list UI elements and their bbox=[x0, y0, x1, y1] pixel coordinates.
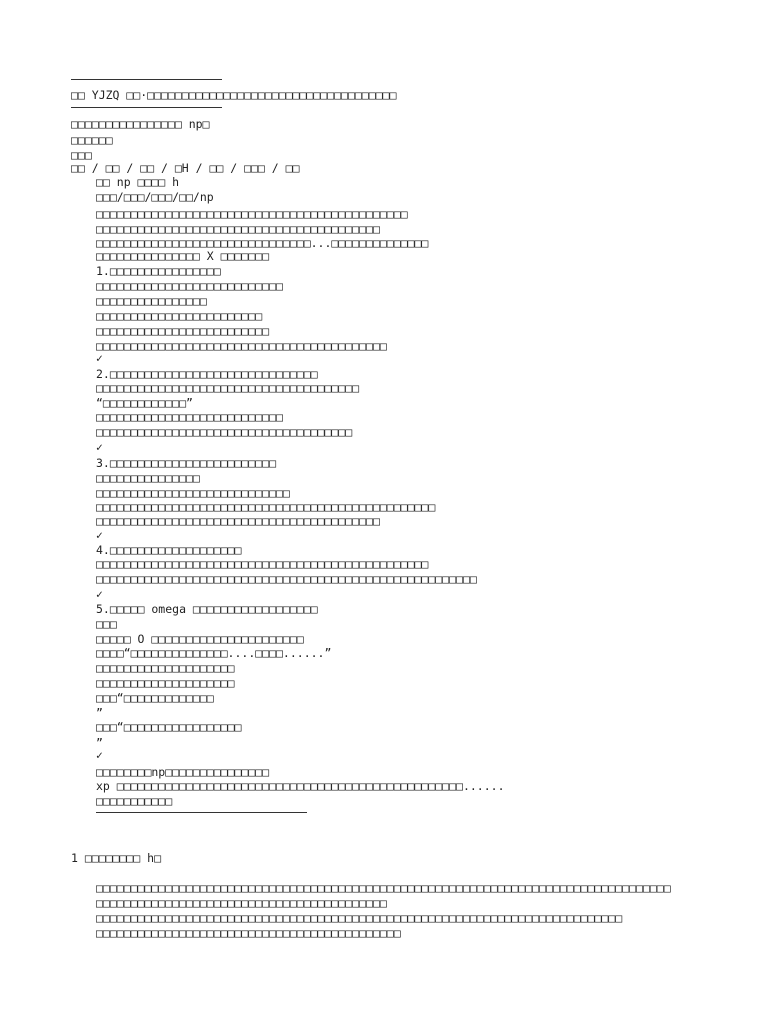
section-divider bbox=[96, 812, 307, 813]
body-line: □□□□□□□□□□□□□□□□□□□□□□□□□□□□□□□□□□□□□□□□□□ bbox=[96, 339, 387, 353]
body-line: □□□□□□□□□□□□□□□□□□□□□□□□ bbox=[96, 309, 263, 323]
body-line: □□□□□□□□□□□□□□□□□□□□□□□□□□□□□□□□□□□□□□□□□□□□□□□□ bbox=[96, 557, 429, 571]
body-line: □□□□□ O □□□□□□□□□□□□□□□□□□□□□□ bbox=[96, 632, 304, 646]
section-heading: 1 □□□□□□□□ h□ bbox=[71, 851, 162, 865]
body-line: □□□□□□□□np□□□□□□□□□□□□□□□ bbox=[96, 765, 270, 779]
paragraph-line: □□□□□□□□□□□□□□□□□□□□□□□□□□□□□□□□□□□□□□□□□□□□□□□□□□□□□□□□□□□□□□□□□□□□□□□□□□□□□□□□□□□ bbox=[96, 881, 671, 895]
body-line: □□□/□□□/□□□/□□/np bbox=[96, 190, 214, 204]
top-rule bbox=[71, 79, 222, 80]
body-line: □□□□□□□□□□□□□□□ X □□□□□□□ bbox=[96, 249, 270, 263]
body-line: □□□ bbox=[96, 617, 117, 631]
body-line: □□ np □□□□ h bbox=[96, 175, 180, 189]
body-line: 4.□□□□□□□□□□□□□□□□□□□ bbox=[96, 543, 242, 557]
subtitle: □□□□□□□□□□□□□□□□ np□ bbox=[71, 117, 210, 131]
body-line: 1.□□□□□□□□□□□□□□□□ bbox=[96, 264, 221, 278]
body-line: ✓ bbox=[96, 528, 103, 542]
body-line: 2.□□□□□□□□□□□□□□□□□□□□□□□□□□□□□□ bbox=[96, 367, 318, 381]
body-line: □□□□□□□□□□□□□□□ bbox=[96, 471, 200, 485]
body-line: ✓ bbox=[96, 440, 103, 454]
paragraph-line: □□□□□□□□□□□□□□□□□□□□□□□□□□□□□□□□□□□□□□□□□□ bbox=[96, 896, 387, 910]
body-line: □□□□□□□□□□□□□□□□□□□□□□□□□□□ bbox=[96, 410, 283, 424]
body-line: ” bbox=[96, 736, 103, 750]
body-line: 5.□□□□□ omega □□□□□□□□□□□□□□□□□□ bbox=[96, 602, 318, 616]
body-line: □□□□□□□□□□□□□□□□□□□□ bbox=[96, 676, 235, 690]
body-line: □□□□□□□□□□□□□□□□□□□□□□□□□□□□□□□□□□□□□□□□□□□□□□□□□ bbox=[96, 500, 436, 514]
body-line: □□□□□□□□□□□□□□□□□□□□□□□□□□□ bbox=[96, 279, 283, 293]
body-line: □□□“□□□□□□□□□□□□□□□□□ bbox=[96, 720, 242, 734]
body-line: □□□□□□□□□□□□□□□□□□□□ bbox=[96, 661, 235, 675]
paragraph-line: □□□□□□□□□□□□□□□□□□□□□□□□□□□□□□□□□□□□□□□□□□□□□□□□□□□□□□□□□□□□□□□□□□□□□□□□□□□□ bbox=[96, 911, 623, 925]
body-line: □□□□□□□□□□□□□□□□ bbox=[96, 294, 207, 308]
body-line: ✓ bbox=[96, 748, 103, 762]
body-line: “□□□□□□□□□□□□” bbox=[96, 396, 193, 410]
body-line: □□□□□□□□□□□□□□□□□□□□□□□□□□□□□□□□□□□□□□□□□ bbox=[96, 514, 380, 528]
body-line: □□□□□□□□□□□□□□□□□□□□□□□□□□□□□□□□□□□□□□□□□□□□□□□□□□□□□□□ bbox=[96, 572, 477, 586]
body-line: ” bbox=[96, 706, 103, 720]
body-line: □□□“□□□□□□□□□□□□□ bbox=[96, 691, 214, 705]
meta-line: □□□ bbox=[71, 148, 92, 162]
body-line: xp □□□□□□□□□□□□□□□□□□□□□□□□□□□□□□□□□□□□□□□□□□□□□□□□□□...... bbox=[96, 779, 505, 793]
body-line: □□□□□□□□□□□□□□□□□□□□□□□□□□□□ bbox=[96, 486, 290, 500]
document-title: □□ YJZQ □□·□□□□□□□□□□□□□□□□□□□□□□□□□□□□□□□□□□□□ bbox=[71, 88, 397, 102]
meta-line: □□□□□□ bbox=[71, 133, 113, 147]
body-line: ✓ bbox=[96, 351, 103, 365]
body-line: □□□□□□□□□□□□□□□□□□□□□□□□□□□□□□□□□□□□□□ bbox=[96, 381, 360, 395]
body-line: 3.□□□□□□□□□□□□□□□□□□□□□□□□ bbox=[96, 456, 277, 470]
body-line: □□□□□□□□□□□□□□□□□□□□□□□□□□□□□□□□□□□□□□□□□□□□□ bbox=[96, 207, 408, 221]
body-line: □□□□□□□□□□□□□□□□□□□□□□□□□□□□□□□...□□□□□□□□□□□□□□ bbox=[96, 236, 429, 250]
title-underline bbox=[71, 107, 222, 108]
body-line: ✓ bbox=[96, 587, 103, 601]
breadcrumb: □□ / □□ / □□ / □H / □□ / □□□ / □□ bbox=[71, 161, 300, 175]
body-line: □□□□□□□□□□□□□□□□□□□□□□□□□□□□□□□□□□□□□ bbox=[96, 425, 353, 439]
body-line: □□□□□□□□□□□□□□□□□□□□□□□□□□□□□□□□□□□□□□□□□ bbox=[96, 222, 380, 236]
body-line: □□□□□□□□□□□ bbox=[96, 794, 173, 808]
body-line: □□□□□□□□□□□□□□□□□□□□□□□□□ bbox=[96, 324, 270, 338]
body-line: □□□□“□□□□□□□□□□□□□□....□□□□......” bbox=[96, 646, 332, 660]
paragraph-line: □□□□□□□□□□□□□□□□□□□□□□□□□□□□□□□□□□□□□□□□□□□□ bbox=[96, 926, 401, 940]
